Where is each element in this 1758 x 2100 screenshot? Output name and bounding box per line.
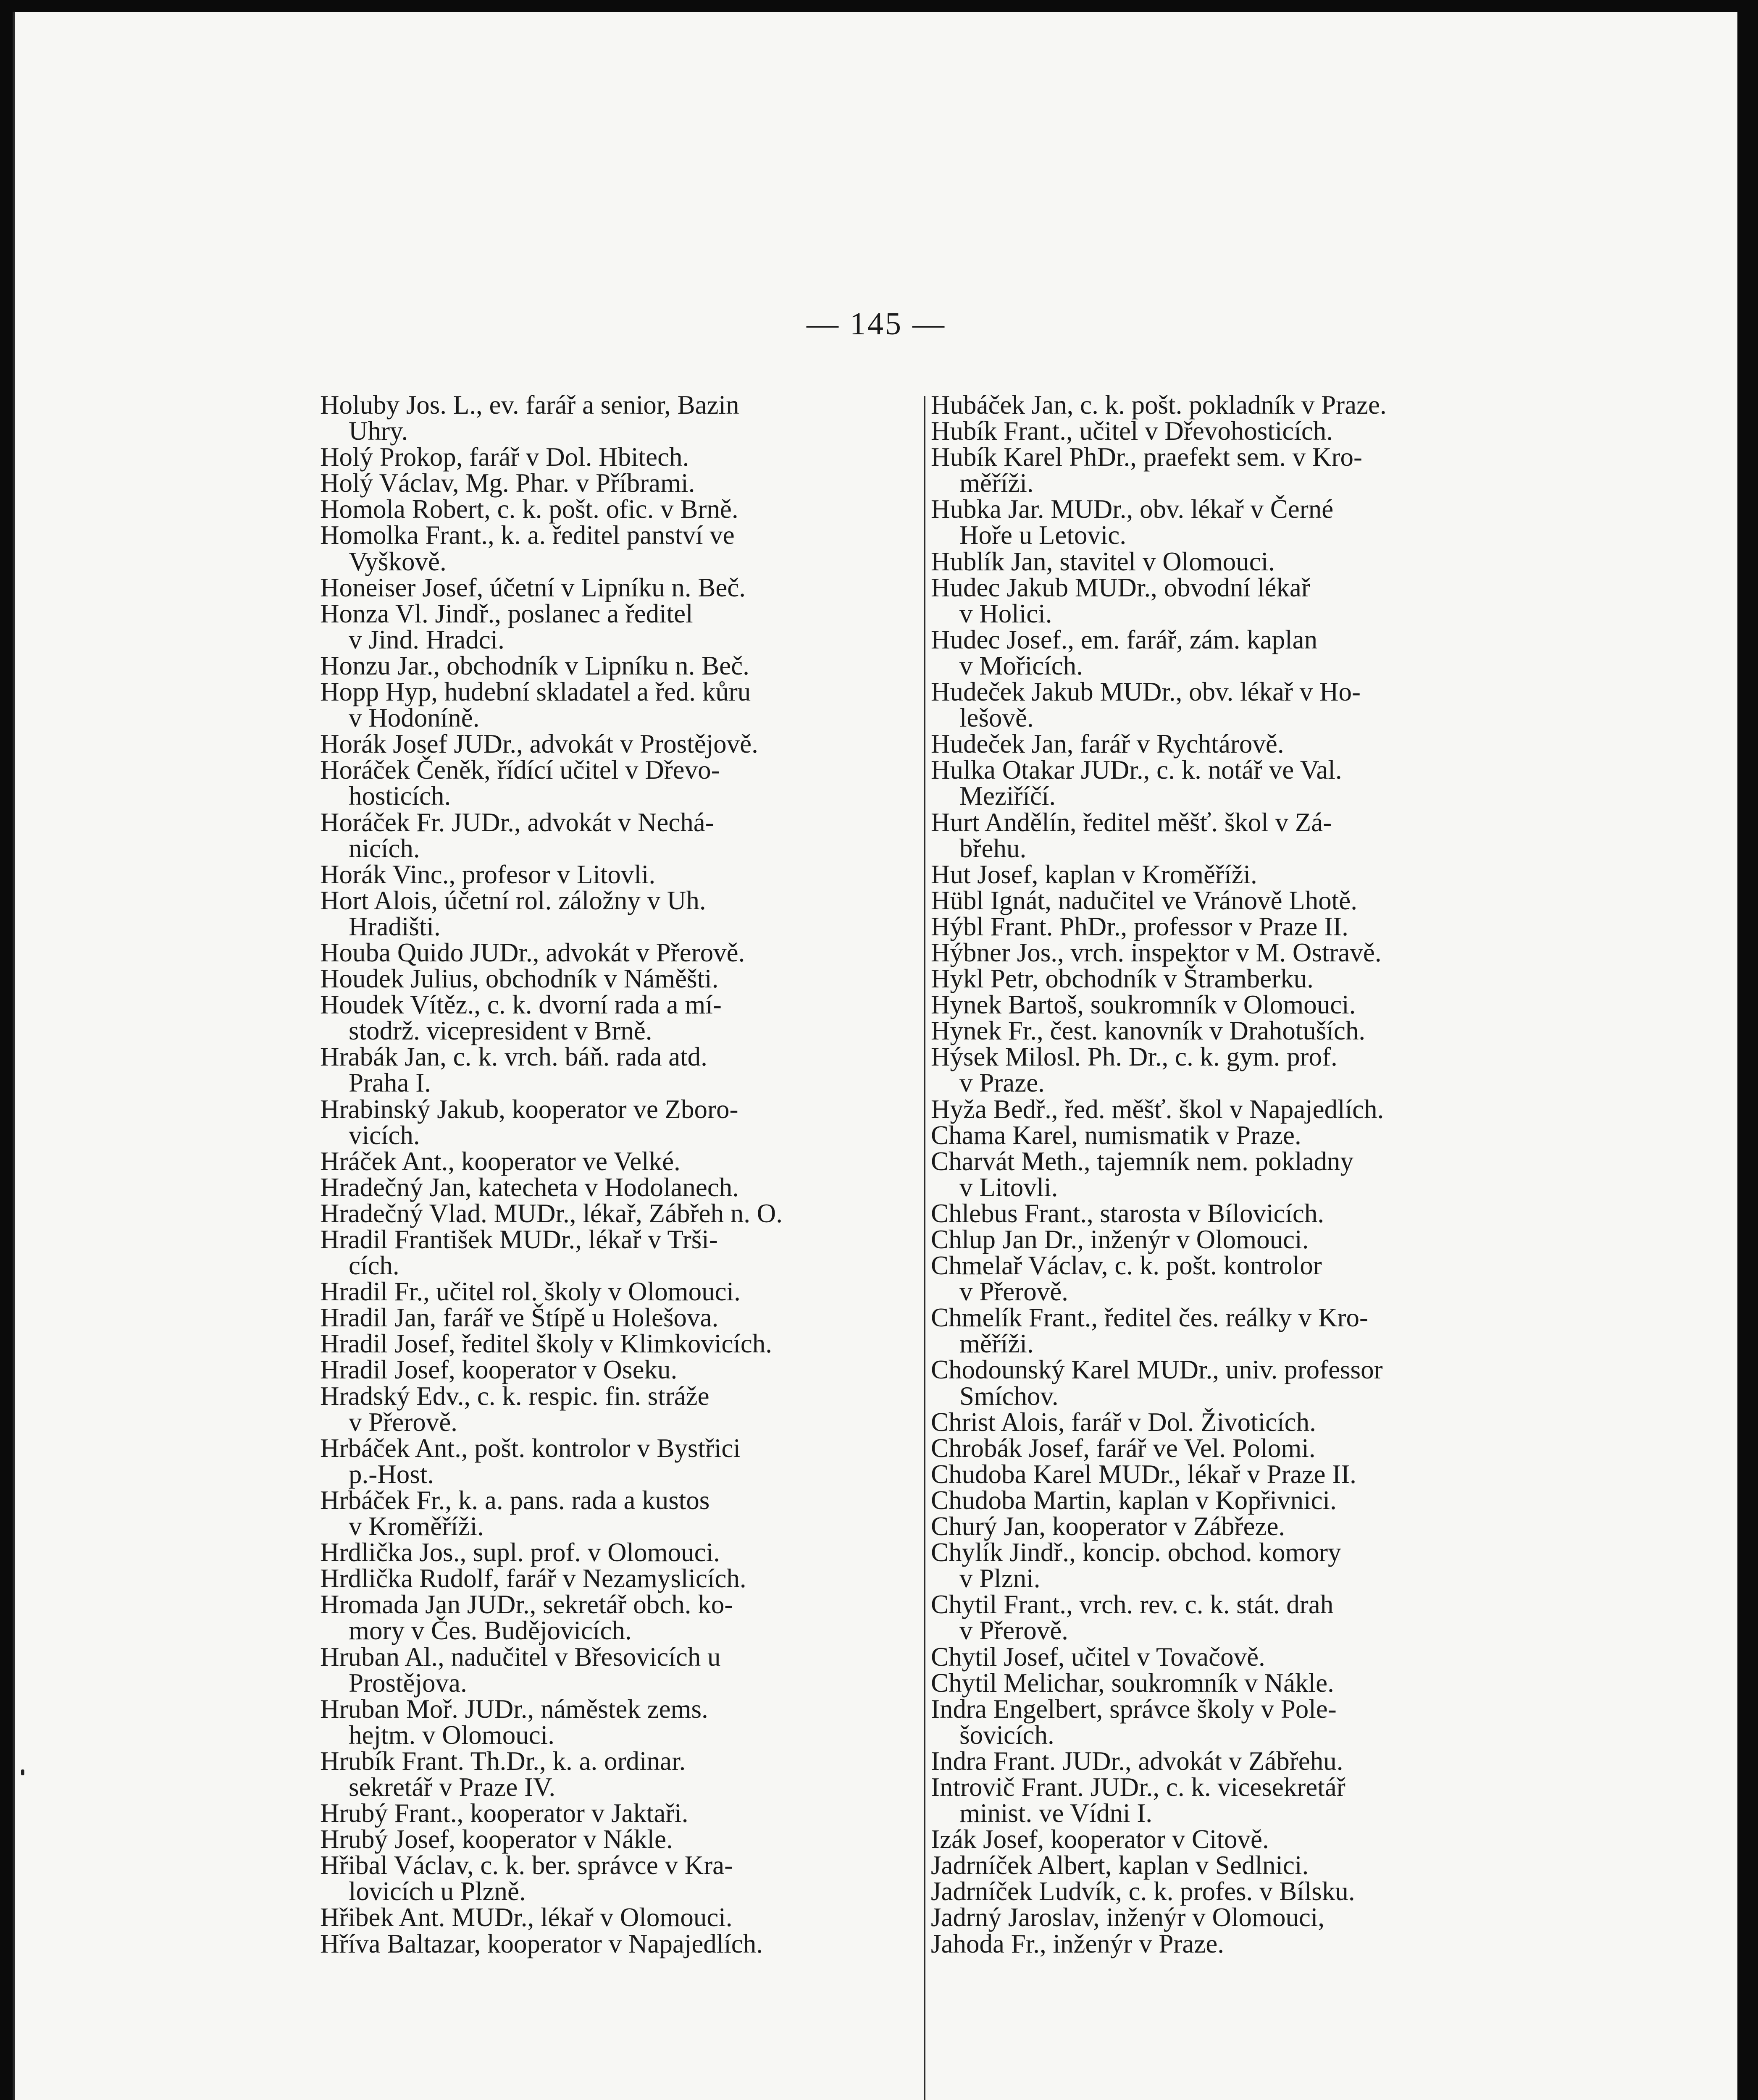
directory-entry xyxy=(931,1696,1536,1748)
directory-entry xyxy=(931,1461,1536,1487)
entry-continuation: lovicích u Plzně. xyxy=(349,1877,526,1906)
directory-entry xyxy=(931,1644,1536,1670)
entry-line: Hubík Frant., učitel v Dřevohosticích. xyxy=(931,416,1333,446)
directory-entry xyxy=(931,1409,1536,1435)
directory-entry xyxy=(320,1644,925,1696)
entry-line: Churý Jan, kooperator v Zábřeze. xyxy=(931,1512,1285,1541)
entry-continuation: vicích. xyxy=(349,1120,420,1150)
directory-entry xyxy=(931,1590,1536,1646)
directory-entry xyxy=(931,1226,1536,1252)
entry-line: Hrdlička Jos., supl. prof. v Olomouci. xyxy=(320,1538,720,1567)
directory-entry xyxy=(320,861,925,887)
entry-line: Hurt Andělín, ředitel měšť. škol v Zá- xyxy=(931,807,1332,837)
entry-continuation: p.-Host. xyxy=(349,1459,434,1489)
entry-line: Hut Josef, kaplan v Kroměříži. xyxy=(931,859,1257,889)
entry-line: Chama Karel, numismatik v Praze. xyxy=(931,1120,1301,1150)
entry-line: Chmelík Frant., ředitel čes. reálky v Kro- xyxy=(931,1303,1368,1333)
entry-line: Hradil František MUDr., lékař v Trši- xyxy=(320,1225,718,1254)
entry-line: Holý Václav, Mg. Phar. v Příbrami. xyxy=(320,468,695,498)
entry-continuation: v Litovli. xyxy=(959,1172,1058,1202)
entry-continuation: v Přerově. xyxy=(959,1277,1068,1307)
directory-entry xyxy=(931,1487,1536,1513)
directory-entry xyxy=(931,731,1536,757)
directory-entry xyxy=(320,1225,925,1281)
entry-line: Hradil Fr., učitel rol. školy v Olomouci. xyxy=(320,1277,741,1307)
entry-line: Honza Vl. Jindř., poslanec a ředitel xyxy=(320,598,693,628)
directory-entry xyxy=(320,1826,925,1852)
entry-line: Hrubý Josef, kooperator v Nákle. xyxy=(320,1824,673,1854)
entry-line: Hradečný Jan, katecheta v Hodolanech. xyxy=(320,1172,739,1202)
entry-line: Houdek Vítěz., c. k. dvorní rada a mí- xyxy=(320,990,722,1020)
entry-continuation: v Praze. xyxy=(959,1068,1045,1098)
entry-continuation: Praha I. xyxy=(349,1068,431,1098)
directory-entry xyxy=(320,1565,925,1591)
directory-entry xyxy=(931,809,1536,861)
directory-entry xyxy=(931,1435,1536,1461)
entry-line: Hromada Jan JUDr., sekretář obch. ko- xyxy=(320,1590,733,1620)
directory-entry xyxy=(931,992,1536,1018)
entry-line: Izák Josef, kooperator v Citově. xyxy=(931,1824,1269,1854)
directory-entry xyxy=(320,1904,925,1930)
entry-continuation: v Mořicích. xyxy=(959,651,1083,680)
entry-line: Hradil Josef, kooperator v Oseku. xyxy=(320,1355,678,1385)
directory-entry xyxy=(931,496,1536,548)
entry-continuation: Prostějova. xyxy=(349,1668,467,1698)
entry-line: Jadrný Jaroslav, inženýr v Olomouci, xyxy=(931,1903,1325,1932)
directory-entry xyxy=(320,1148,925,1174)
directory-entry xyxy=(320,966,925,992)
entry-line: Horák Vinc., profesor v Litovli. xyxy=(320,859,656,889)
directory-entry xyxy=(320,1305,925,1331)
directory-entry xyxy=(320,1590,925,1646)
entry-line: Houba Quido JUDr., advokát v Přerově. xyxy=(320,937,745,967)
directory-entry xyxy=(320,1174,925,1200)
directory-entry xyxy=(320,1383,925,1435)
directory-entry xyxy=(320,1044,925,1096)
directory-entry xyxy=(320,444,925,470)
entry-line: Jadrníček Ludvík, c. k. profes. v Bílsku. xyxy=(931,1877,1355,1906)
entry-line: Hrabinský Jakub, kooperator ve Zboro- xyxy=(320,1094,738,1124)
entry-line: Chylík Jindř., koncip. obchod. komory xyxy=(931,1538,1341,1567)
entry-continuation: hejtm. v Olomouci. xyxy=(349,1720,554,1750)
directory-entry xyxy=(931,1305,1536,1357)
entry-continuation: šovicích. xyxy=(959,1720,1054,1750)
directory-entry xyxy=(320,1748,925,1800)
entry-continuation: lešově. xyxy=(959,703,1034,733)
entry-line: Hudeček Jan, farář v Rychtárově. xyxy=(931,729,1284,759)
entry-line: Hrbáček Fr., k. a. pans. rada a kustos xyxy=(320,1485,710,1515)
directory-entry xyxy=(931,966,1536,992)
entry-line: Hynek Fr., čest. kanovník v Drahotuších. xyxy=(931,1016,1366,1046)
entry-continuation: minist. ve Vídni I. xyxy=(959,1798,1153,1828)
entry-continuation: hosticích. xyxy=(349,781,451,811)
entry-continuation: v Přerově. xyxy=(349,1407,457,1437)
entry-continuation: v Holici. xyxy=(959,598,1052,628)
entry-line: Honeiser Josef, účetní v Lipníku n. Beč. xyxy=(320,572,746,602)
entry-line: Hrubý Frant., kooperator v Jaktaři. xyxy=(320,1798,688,1828)
entry-line: Hulka Otakar JUDr., c. k. notář ve Val. xyxy=(931,755,1342,785)
entry-line: Chytil Melichar, soukromník v Nákle. xyxy=(931,1668,1334,1698)
column-divider xyxy=(924,396,925,2100)
entry-line: Hudeček Jakub MUDr., obv. lékař v Ho- xyxy=(931,677,1361,707)
entry-line: Hradský Edv., c. k. respic. fin. stráže xyxy=(320,1381,710,1411)
directory-entry xyxy=(320,1278,925,1305)
directory-entry xyxy=(931,757,1536,809)
directory-entry xyxy=(320,887,925,940)
entry-line: Hradil Josef, ředitel školy v Klimkovicích. xyxy=(320,1329,773,1359)
entry-line: Hrubík Frant. Th.Dr., k. a. ordinar. xyxy=(320,1746,686,1776)
directory-entry xyxy=(320,757,925,809)
entry-line: Hudec Jakub MUDr., obvodní lékař xyxy=(931,572,1310,602)
left-column xyxy=(320,392,925,1957)
directory-entry xyxy=(931,1122,1536,1148)
entry-continuation: v Přerově. xyxy=(959,1616,1068,1646)
entry-line: Horáček Čeněk, řídící učitel v Dřevo- xyxy=(320,755,720,785)
directory-entry xyxy=(320,1800,925,1826)
entry-line: Indra Engelbert, správce školy v Pole- xyxy=(931,1694,1337,1724)
entry-line: Hradil Jan, farář ve Štípě u Holešova. xyxy=(320,1303,719,1333)
entry-line: Chytil Frant., vrch. rev. c. k. stát. drah xyxy=(931,1590,1334,1620)
directory-entry xyxy=(931,1774,1536,1826)
directory-entry xyxy=(320,731,925,757)
directory-entry xyxy=(320,1931,925,1957)
directory-entry xyxy=(931,887,1536,914)
directory-entry xyxy=(320,598,925,654)
entry-line: Chudoba Martin, kaplan v Kopřivnici. xyxy=(931,1485,1337,1515)
directory-entry xyxy=(320,572,925,602)
entry-line: Christ Alois, farář v Dol. Životicích. xyxy=(931,1407,1316,1437)
directory-entry xyxy=(931,1670,1536,1696)
entry-line: Jadrníček Albert, kaplan v Sedlnici. xyxy=(931,1851,1309,1880)
entry-continuation: cích. xyxy=(349,1251,399,1281)
entry-line: Hopp Hyp, hudební skladatel a řed. kůru xyxy=(320,677,751,707)
entry-line: Hýbner Jos., vrch. inspektor v M. Ostravě. xyxy=(931,937,1382,967)
entry-line: Hykl Petr, obchodník v Štramberku. xyxy=(931,964,1314,994)
entry-line: Hříva Baltazar, kooperator v Napajedlích. xyxy=(320,1929,763,1958)
directory-entry xyxy=(320,1852,925,1904)
directory-entry xyxy=(320,1487,925,1539)
directory-entry xyxy=(931,546,1536,576)
directory-entry xyxy=(931,444,1536,496)
entry-continuation: v Plzni. xyxy=(959,1564,1041,1593)
directory-entry xyxy=(931,1852,1536,1878)
directory-entry xyxy=(320,1435,925,1487)
directory-entry xyxy=(320,392,925,444)
entry-line: Holý Prokop, farář v Dol. Hbitech. xyxy=(320,442,689,472)
directory-entry xyxy=(931,572,1536,628)
directory-entry xyxy=(931,392,1536,418)
entry-continuation: mory v Čes. Budějovicích. xyxy=(349,1616,632,1646)
entry-line: Hruban Moř. JUDr., náměstek zems. xyxy=(320,1694,708,1724)
entry-line: Chodounský Karel MUDr., univ. professor xyxy=(931,1355,1383,1385)
entry-continuation: Hoře u Letovic. xyxy=(959,520,1127,550)
directory-entry xyxy=(931,861,1536,887)
entry-line: Hübl Ignát, nadučitel ve Vránově Lhotě. xyxy=(931,885,1357,915)
entry-line: Hráček Ant., kooperator ve Velké. xyxy=(320,1146,681,1176)
directory-entry xyxy=(931,679,1536,731)
entry-line: Homola Robert, c. k. pošt. ofic. v Brně. xyxy=(320,494,738,524)
entry-line: Hubáček Jan, c. k. pošt. pokladník v Praze. xyxy=(931,390,1387,420)
directory-entry xyxy=(931,1826,1536,1852)
entry-line: Hubka Jar. MUDr., obv. lékař v Černé xyxy=(931,494,1334,524)
directory-entry xyxy=(931,1252,1536,1305)
directory-entry xyxy=(931,1513,1536,1539)
directory-entry xyxy=(320,992,925,1044)
entry-line: Hubík Karel PhDr., praefekt sem. v Kro- xyxy=(931,442,1362,472)
entry-line: Hruban Al., nadučitel v Břesovicích u xyxy=(320,1642,721,1672)
entry-line: Houdek Julius, obchodník v Náměšti. xyxy=(320,964,719,994)
directory-entry xyxy=(931,1357,1536,1409)
right-column xyxy=(931,392,1536,1957)
directory-entry xyxy=(320,1096,925,1148)
entry-continuation: v Kroměříži. xyxy=(349,1512,484,1541)
entry-line: Chmelař Václav, c. k. pošt. kontrolor xyxy=(931,1251,1322,1281)
directory-entry xyxy=(320,653,925,679)
entry-line: Hýbl Frant. PhDr., professor v Praze II. xyxy=(931,911,1348,941)
entry-line: Hřibal Václav, c. k. ber. správce v Kra- xyxy=(320,1851,733,1880)
directory-entry xyxy=(320,809,925,861)
directory-page xyxy=(13,12,1737,2100)
entry-continuation: měříži. xyxy=(959,1329,1034,1359)
entry-continuation: Smíchov. xyxy=(959,1381,1059,1411)
entry-continuation: Vyškově. xyxy=(349,546,447,576)
entry-line: Chytil Josef, učitel v Tovačově. xyxy=(931,1642,1265,1672)
entry-line: Chlup Jan Dr., inženýr v Olomouci. xyxy=(931,1225,1309,1254)
directory-entry xyxy=(931,1096,1536,1122)
directory-entry xyxy=(320,1331,925,1357)
directory-entry xyxy=(320,522,925,574)
ink-mark xyxy=(21,1769,24,1775)
entry-continuation: nicích. xyxy=(349,833,420,863)
directory-entry xyxy=(320,1696,925,1748)
entry-line: Charvát Meth., tajemník nem. pokladny xyxy=(931,1146,1354,1176)
directory-entry xyxy=(931,1200,1536,1226)
directory-entry xyxy=(320,937,925,967)
entry-line: Hýsek Milosl. Ph. Dr., c. k. gym. prof. xyxy=(931,1042,1338,1072)
entry-continuation: Meziříčí. xyxy=(959,781,1056,811)
directory-entry xyxy=(931,1904,1536,1930)
directory-entry xyxy=(931,1931,1536,1957)
entry-line: Hublík Jan, stavitel v Olomouci. xyxy=(931,546,1275,576)
entry-line: Hrabák Jan, c. k. vrch. báň. rada atd. xyxy=(320,1042,707,1072)
entry-line: Indra Frant. JUDr., advokát v Zábřehu. xyxy=(931,1746,1343,1776)
entry-line: Horáček Fr. JUDr., advokát v Nechá- xyxy=(320,807,714,837)
entry-line: Holuby Jos. L., ev. farář a senior, Bazin xyxy=(320,390,739,420)
entry-line: Hrdlička Rudolf, farář v Nezamyslicích. xyxy=(320,1564,746,1593)
entry-continuation: Hradišti. xyxy=(349,911,441,941)
entry-continuation: sekretář v Praze IV. xyxy=(349,1772,556,1802)
directory-entry xyxy=(320,1357,925,1383)
entry-line: Hyža Bedř., řed. měšť. škol v Napajedlích. xyxy=(931,1094,1384,1124)
entry-continuation: Uhry. xyxy=(349,416,408,446)
directory-entry xyxy=(320,496,925,522)
directory-entry xyxy=(931,1044,1536,1096)
directory-entry xyxy=(931,1018,1536,1044)
entry-continuation: stodrž. vicepresident v Brně. xyxy=(349,1016,652,1046)
directory-entry xyxy=(931,1148,1536,1200)
directory-entry xyxy=(931,627,1536,679)
directory-entry xyxy=(931,1748,1536,1774)
directory-entry xyxy=(931,937,1536,967)
entry-line: Hort Alois, účetní rol. záložny v Uh. xyxy=(320,885,706,915)
directory-entry xyxy=(931,1878,1536,1904)
entry-line: Jahoda Fr., inženýr v Praze. xyxy=(931,1929,1225,1958)
directory-entry xyxy=(320,1200,925,1226)
page-number: — 145 — xyxy=(807,306,946,341)
entry-line: Horák Josef JUDr., advokát v Prostějově. xyxy=(320,729,758,759)
entry-line: Hudec Josef., em. farář, zám. kaplan xyxy=(931,625,1318,654)
entry-line: Hynek Bartoš, soukromník v Olomouci. xyxy=(931,990,1356,1020)
entry-line: Honzu Jar., obchodník v Lipníku n. Beč. xyxy=(320,651,749,680)
entry-line: Chlebus Frant., starosta v Bílovicích. xyxy=(931,1198,1324,1228)
entry-line: Introvič Frant. JUDr., c. k. vicesekretář xyxy=(931,1772,1345,1802)
entry-line: Hrbáček Ant., pošt. kontrolor v Bystřici xyxy=(320,1433,741,1463)
directory-entry xyxy=(320,1539,925,1565)
entry-continuation: v Jind. Hradci. xyxy=(349,625,505,654)
entry-line: Hřibek Ant. MUDr., lékař v Olomouci. xyxy=(320,1903,733,1932)
entry-line: Homolka Frant., k. a. ředitel panství ve xyxy=(320,520,735,550)
entry-continuation: břehu. xyxy=(959,833,1027,863)
directory-entry xyxy=(931,911,1536,941)
directory-entry xyxy=(320,679,925,731)
entry-continuation: měříži. xyxy=(959,468,1034,498)
directory-entry xyxy=(320,470,925,496)
entry-line: Hradečný Vlad. MUDr., lékař, Zábřeh n. O. xyxy=(320,1198,783,1228)
directory-entry xyxy=(931,1539,1536,1591)
entry-line: Chudoba Karel MUDr., lékař v Praze II. xyxy=(931,1459,1356,1489)
entry-continuation: v Hodoníně. xyxy=(349,703,480,733)
directory-entry xyxy=(931,418,1536,444)
entry-line: Chrobák Josef, farář ve Vel. Polomi. xyxy=(931,1433,1316,1463)
